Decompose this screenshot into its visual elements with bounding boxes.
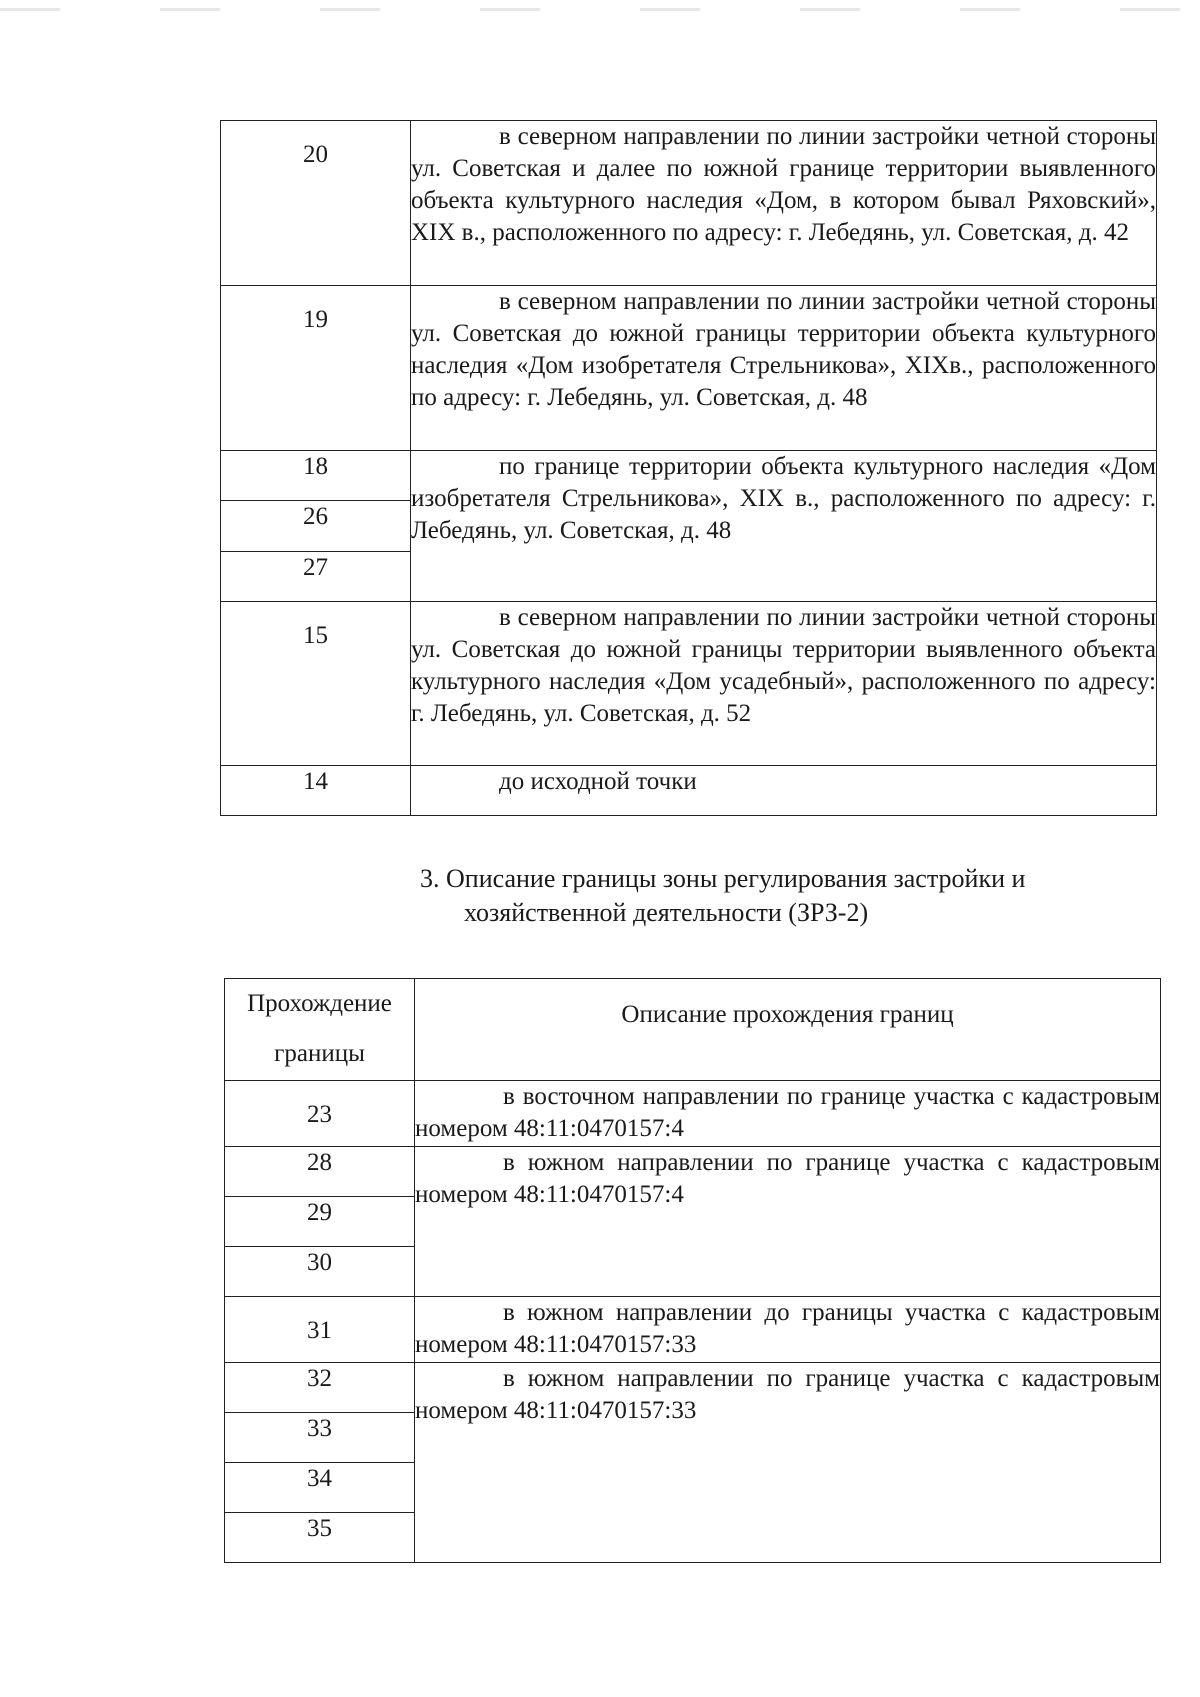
boundary-description: в северном направлении по линии застройки четной стороны ул. Советская до южной границы территории выявленного объекта культурного наследия «Дом усадебный», расположенного по адресу: г. Лебедянь, ул. Советская, д. 52 xyxy=(411,602,1157,766)
point-number: 27 xyxy=(221,552,411,602)
boundary-description: в южном направлении по границе участка с кадастровым номером 48:11:0470157:33 xyxy=(415,1363,1161,1563)
point-number: 19 xyxy=(221,286,411,451)
point-number: 15 xyxy=(221,602,411,766)
boundary-description: в восточном направлении по границе участка с кадастровым номером 48:11:0470157:4 xyxy=(415,1081,1161,1147)
table-row xyxy=(221,602,1157,766)
point-number: 20 xyxy=(221,121,411,286)
boundary-description: по границе территории объекта культурного наследия «Дом изобретателя Стрельникова», XIX в., расположенного по адресу: г. Лебедянь, ул. Советская, д. 48 xyxy=(411,451,1157,602)
table-row xyxy=(225,1363,1161,1413)
point-number: 30 xyxy=(225,1247,415,1297)
scan-edge-artifact xyxy=(0,8,1200,11)
table-row xyxy=(221,286,1157,451)
table-row xyxy=(225,1297,1161,1363)
point-number: 23 xyxy=(225,1081,415,1147)
boundary-description: в северном направлении по линии застройки четной стороны ул. Советская до южной границы территории объекта культурного наследия «Дом изобретателя Стрельникова», XIXв., расположенного по адресу: г. Лебедянь, ул. Советская, д. 48 xyxy=(411,286,1157,451)
point-number: 32 xyxy=(225,1363,415,1413)
point-number: 31 xyxy=(225,1297,415,1363)
boundary-table-1 xyxy=(220,120,1157,816)
boundary-description: в северном направлении по линии застройки четной стороны ул. Советская и далее по южной границе территории выявленного объекта культурного наследия «Дом, в котором бывал Ряховский», XIX в., расположенного по адресу: г. Лебедянь, ул. Советская, д. 42 xyxy=(411,121,1157,286)
point-number: 18 xyxy=(221,451,411,501)
table-row xyxy=(221,121,1157,286)
table-row xyxy=(225,1081,1161,1147)
boundary-description: до исходной точки xyxy=(411,766,1157,816)
boundary-table-2 xyxy=(224,978,1161,1563)
table-row xyxy=(225,1147,1161,1197)
point-number: 35 xyxy=(225,1513,415,1563)
table-header-row xyxy=(225,979,1161,1081)
section-title-line-2: хозяйственной деятельности (ЗРЗ-2) xyxy=(464,898,869,927)
boundary-description: в южном направлении до границы участка с кадастровым номером 48:11:0470157:33 xyxy=(415,1297,1161,1363)
boundary-description: в южном направлении по границе участка с кадастровым номером 48:11:0470157:4 xyxy=(415,1147,1161,1297)
table-row xyxy=(221,451,1157,501)
point-number: 33 xyxy=(225,1413,415,1463)
point-number: 34 xyxy=(225,1463,415,1513)
section-title xyxy=(420,862,1025,930)
header-description-column: Описание прохождения границ xyxy=(415,979,1161,1081)
point-number: 26 xyxy=(221,501,411,552)
header-point-column: Прохождение границы xyxy=(225,979,415,1081)
table-row xyxy=(221,766,1157,816)
section-title-line-1: 3. Описание границы зоны регулирования застройки и xyxy=(420,864,1026,893)
point-number: 14 xyxy=(221,766,411,816)
point-number: 29 xyxy=(225,1197,415,1247)
point-number: 28 xyxy=(225,1147,415,1197)
